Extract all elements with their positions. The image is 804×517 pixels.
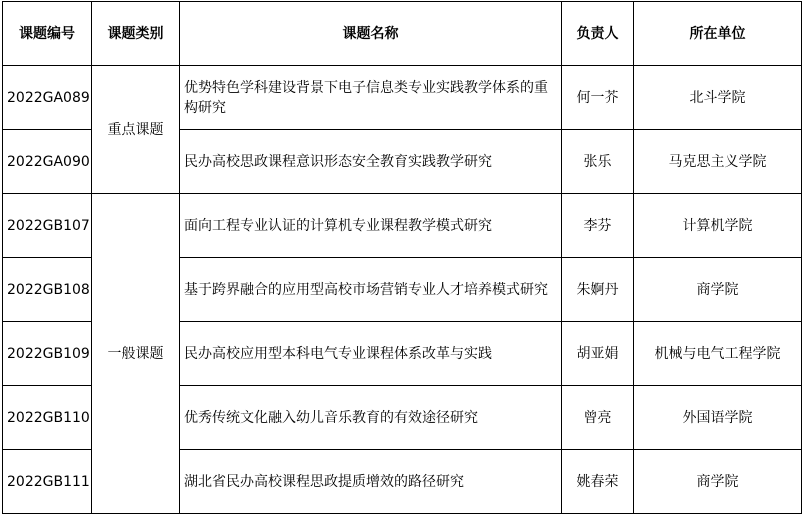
project-unit: 北斗学院 (634, 66, 802, 130)
project-name: 面向工程专业认证的计算机专业课程教学模式研究 (180, 194, 562, 258)
project-unit: 马克思主义学院 (634, 130, 802, 194)
project-name: 民办高校应用型本科电气专业课程体系改革与实践 (180, 322, 562, 386)
project-code: 2022GB109 (3, 322, 92, 386)
project-lead: 姚春荣 (562, 450, 634, 514)
project-name: 湖北省民办高校课程思政提质增效的路径研究 (180, 450, 562, 514)
header-category: 课题类别 (92, 2, 180, 66)
project-unit: 外国语学院 (634, 386, 802, 450)
project-table (2, 1, 802, 514)
table-row (3, 66, 802, 130)
project-lead: 胡亚娟 (562, 322, 634, 386)
project-unit: 机械与电气工程学院 (634, 322, 802, 386)
table-row (3, 194, 802, 258)
project-lead: 李芬 (562, 194, 634, 258)
project-name: 优势特色学科建设背景下电子信息类专业实践教学体系的重构研究 (180, 66, 562, 130)
project-name: 民办高校思政课程意识形态安全教育实践教学研究 (180, 130, 562, 194)
project-unit: 商学院 (634, 258, 802, 322)
header-code: 课题编号 (3, 2, 92, 66)
project-code: 2022GA090 (3, 130, 92, 194)
project-code: 2022GB110 (3, 386, 92, 450)
project-lead: 何一芥 (562, 66, 634, 130)
project-code: 2022GB111 (3, 450, 92, 514)
category-key: 重点课题 (92, 66, 180, 194)
project-name: 优秀传统文化融入幼儿音乐教育的有效途径研究 (180, 386, 562, 450)
header-unit: 所在单位 (634, 2, 802, 66)
project-unit: 商学院 (634, 450, 802, 514)
project-unit: 计算机学院 (634, 194, 802, 258)
project-code: 2022GB108 (3, 258, 92, 322)
header-name: 课题名称 (180, 2, 562, 66)
category-general: 一般课题 (92, 194, 180, 514)
project-lead: 张乐 (562, 130, 634, 194)
header-row (3, 2, 802, 66)
project-code: 2022GA089 (3, 66, 92, 130)
header-lead: 负责人 (562, 2, 634, 66)
project-lead: 朱婀丹 (562, 258, 634, 322)
project-lead: 曾亮 (562, 386, 634, 450)
project-code: 2022GB107 (3, 194, 92, 258)
project-name: 基于跨界融合的应用型高校市场营销专业人才培养模式研究 (180, 258, 562, 322)
